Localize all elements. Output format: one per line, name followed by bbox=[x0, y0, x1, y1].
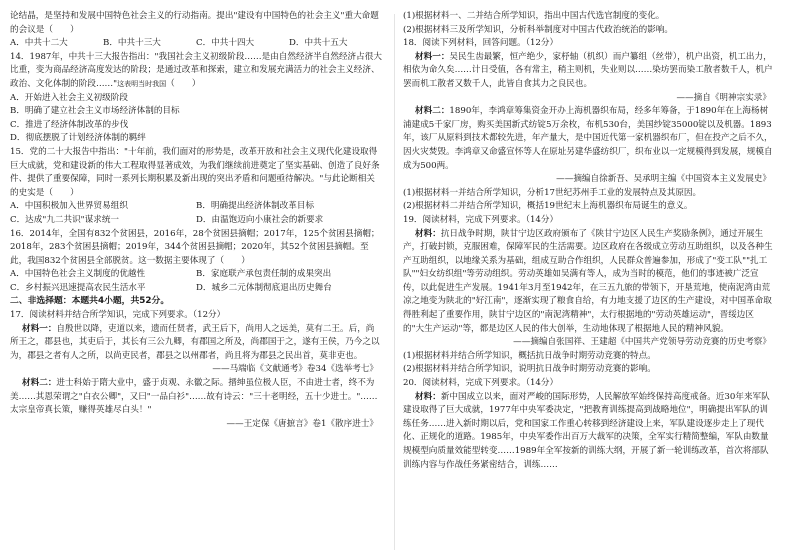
q15-options-row1 bbox=[10, 200, 382, 214]
q17-material-1: 材料一：自殷世以降，吏道以来，遗而任贤者，武王后下，尚用人之远美，莫有二王。后，尚所王之，郡县也，其吏后于，其长有三公九卿，有郡国之所及，尚郡国于之，遂有王侯，乃今之以为，郡县之者有人之所，以尚吏民者，郡县之以州郡者，尚且将为郡县之民出首，莫非吏也。 bbox=[10, 323, 380, 361]
q16-options-row1 bbox=[10, 268, 382, 282]
q15-option-a[interactable]: A．中国积极加入世界贸易组织 bbox=[10, 201, 128, 212]
q15-options-row2 bbox=[10, 214, 382, 228]
q13-option-c[interactable]: C．中共十四大 bbox=[196, 38, 255, 49]
q15-stem: 15．党的二十大报告中指出："十年前，我们面对的形势是，改革开放和社会主义现代化建设取得巨大成就，党和建设新的伟大工程取得显著成效，为我们继续前进奠定了坚实基础、创造了良好条件、提供了重要保障，同时一系列长期积累及新出现的突出矛盾和问题亟待解决。"与此论断相关的史实是（ ） bbox=[10, 146, 380, 198]
q17-material-2-source: ——王定保《唐摭言》卷1《散序进士》 bbox=[226, 418, 378, 429]
q18-material-1: 材料一：吴民生齿最繁，恒产绝少，家杼轴（机织）而户纂组（丝带），机户出资，机工出力，相依为命久矣……计日受值，各有常主，稍主则机，失业则以……染坊罢而染工散者数千人，机户罢而机工散者又数千人，此皆自食其力之良民也。 bbox=[403, 51, 773, 89]
right-column bbox=[403, 10, 775, 472]
q16-options-row2 bbox=[10, 282, 382, 296]
q15-option-b[interactable]: B．明确提出经济体制改革目标 bbox=[196, 201, 315, 212]
q13-options bbox=[10, 37, 382, 51]
q14-option-b[interactable]: B．明确了建立社会主义市场经济体制的目标 bbox=[10, 106, 180, 117]
q13-option-a[interactable]: A．中共十二大 bbox=[10, 38, 68, 49]
q20-title: 20．阅读材料，完成下列要求。（14分） bbox=[403, 378, 559, 389]
q18-sub-1: (1)根据材料一并结合所学知识，分析17世纪苏州手工业的发展特点及其原因。 bbox=[403, 187, 702, 198]
q16-option-c[interactable]: C．乡村振兴迅速提高农民生活水平 bbox=[10, 282, 146, 293]
q18-material-2: 材料二：1890年，李鸿章筹集资金开办上海机器织布局，经多年筹备，于1890年在上海杨树浦建成5千家厂房，购买美国新式纺锭5万余枚，布机530台，美国纱锭35000锭以及机器。1893年，该厂从原料到技术都较先进，年产量大，是中国近代第一家机器织布厂，但在投产之后不久，因火灾焚毁。李鸿章又命盛宣怀等人在原址另建华盛纺织厂，织布业以一定规模得到发展，规模自成为500两。 bbox=[403, 106, 773, 171]
q17-title: 17．阅读材料并结合所学知识，完成下列要求。（12分） bbox=[10, 310, 226, 321]
q19-title: 19．阅读材料，完成下列要求。（14分） bbox=[403, 214, 559, 225]
q17-material-1-source: ——马端临《文献通考》卷34《选举考七》 bbox=[212, 364, 378, 375]
q19-sub-2: (2)根据材料并结合所学知识，说明抗日战争时期劳动竞赛的影响。 bbox=[403, 364, 656, 375]
q14-option-a[interactable]: A．开始进入社会主义初级阶段 bbox=[10, 92, 128, 103]
q15-option-d[interactable]: D．由温饱迈向小康社会的新要求 bbox=[196, 214, 324, 225]
q16-stem: 16．2014年，全国有832个贫困县，2016年，28个贫困县摘帽；2017年，125个贫困县摘帽；2018年，283个贫困县摘帽；2019年，344个贫困县摘帽；2020年，其52个贫困县摘帽。至此，我国832个贫困县全部脱贫。这一数据主要体现了（ ） bbox=[10, 228, 380, 266]
section-heading-nonchoice: 二、非选择题：本题共4小题，共52分。 bbox=[10, 296, 170, 307]
q19-sub-1: (1)根据材料并结合所学知识，概括抗日战争时期劳动竞赛的特点。 bbox=[403, 350, 656, 361]
q15-option-c[interactable]: C．达成"九二共识"谋求统一 bbox=[10, 214, 120, 225]
q18-material-2-source: ——摘编自徐新吾、吴承明主编《中国资本主义发展史》 bbox=[556, 174, 771, 185]
q14-stem: 14．1987年，中共十三大报告指出："我国社会主义初级阶段……是由自然经济半自然经济占很大比重，变为商品经济高度发达的阶段；是通过改革和探索，建立和发展充满活力的社会主义经济、政治、文化体制的阶段……"这表明当时我国（ ） bbox=[10, 51, 382, 89]
q18-sub-2: (2)根据材料二并结合所学知识，概括19世纪末上海机器织布局诞生的意义。 bbox=[403, 201, 693, 212]
q19-material-source: ——摘编自张国祥、王建超《中国共产党领导劳动竞赛的历史考察》 bbox=[513, 337, 771, 348]
left-column bbox=[10, 10, 382, 431]
q17-sub-1: (1)根据材料一、二并结合所学知识，指出中国古代选官制度的变化。 bbox=[403, 11, 665, 21]
q13-option-b[interactable]: B．中共十三大 bbox=[103, 38, 161, 49]
q18-material-1-source: ——摘自《明神宗实录》 bbox=[676, 92, 771, 103]
q13-stem: 论结晶，是坚持和发展中国特色社会主义的行动指南。提出"建设有中国特色的社会主义"重大命题的会议是（ ） bbox=[10, 11, 379, 35]
q20-material: 材料：新中国成立以来，面对严峻的国际形势，人民解放军始终保持高度戒备。近30年来军队建设取得了巨大成就，1977年中央军委决定，"把教育训练提高到战略地位"，明确提出军队的训练任务……进入新时期以后，党和国家工作重心转移到经济建设上来，军队建设逐步走上了现代化、正规化的道路。1985年，中央军委作出百万大裁军的决策，全军实行精简整编，军队由数量规模型向质量效能型转变……1989年全军按新的训练大纲，开展了新一轮训练改革，首次将部队训练内容与作战任务紧密结合，训练…… bbox=[403, 391, 770, 470]
q16-option-a[interactable]: A．中国特色社会主义制度的优越性 bbox=[10, 269, 146, 280]
q19-material: 材料：抗日战争时期，陕甘宁边区政府颁布了《陕甘宁边区人民生产奖励条例》，通过开展生产，打破封锁，克服困难，保障军民的生活需要。边区政府在各级成立劳动互助组织，以及各种生产互助组织，以地缘关系为基础，组成互助合作组织，人民群众普遍参加，形成了"变工队""扎工队""妇女纺织组"等劳动组织。劳动英雄如吴满有等人，成为当时的模范，他们的事迹被广泛宣传，以此促进生产发展。1941年3月至1942年，在三五九旅的带领下，开垦荒地，使南泥湾由荒凉之地变为陕北的"好江南"，逐渐实现了粮食自给，有力地支援了边区的生产建设，对中国革命取得胜利起了重要作用，陕甘宁边区的"南泥湾精神"，太行根据地的"劳动英雄运动"，晋绥边区的"大生产运动"等，都是边区人民的伟大创举，生动地体现了根据地人民的精神风貌。 bbox=[403, 228, 773, 334]
column-divider bbox=[394, 14, 395, 550]
q13-option-d[interactable]: D．中共十五大 bbox=[289, 38, 348, 49]
q14-option-c[interactable]: C．推进了经济体制改革的步伐 bbox=[10, 119, 129, 130]
q16-option-b[interactable]: B．家庭联产承包责任制的成果突出 bbox=[196, 269, 332, 280]
q14-option-d[interactable]: D．彻底摆脱了计划经济体制的羁绊 bbox=[10, 133, 146, 144]
q17-sub-2: (2)根据材料三及所学知识，分析科举制度对中国古代政治统治的影响。 bbox=[403, 24, 673, 35]
q16-option-d[interactable]: D．城乡二元体制彻底退出历史舞台 bbox=[196, 282, 332, 293]
q17-material-2: 材料二：进士科始于隋大业中，盛于贞观、永徽之际。搢绅虽位极人臣，不由进士者，终不为美……其恩荣谓之"白衣公卿"，又曰"一品白衫"……故有诗云："三十老明经，五十少进士。"……太宗皇帝真长策，赚得英雄尽白头！" bbox=[10, 378, 378, 416]
q18-title: 18．阅读下列材料，回答问题。（12分） bbox=[403, 38, 559, 49]
q14-stem-note: 这表明当时我国 bbox=[117, 79, 167, 88]
